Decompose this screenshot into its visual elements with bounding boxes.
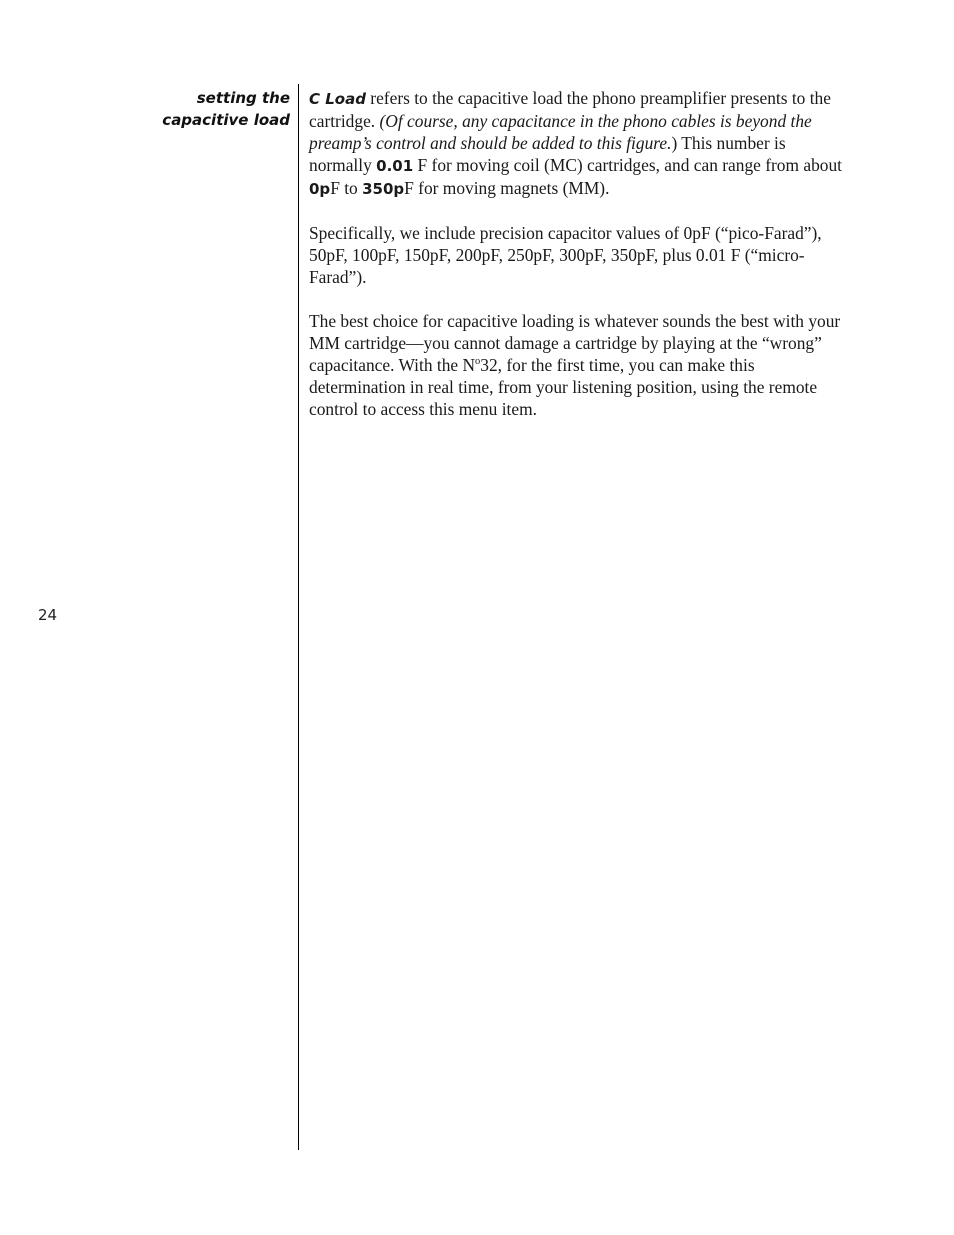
p1-text-d: F to	[330, 178, 363, 198]
section-heading-line-2: capacitive load	[162, 111, 290, 129]
section-heading-line-1: setting the	[196, 89, 290, 107]
term-c-load: C Load	[309, 90, 366, 108]
body-text	[309, 87, 849, 442]
vertical-divider	[298, 84, 299, 1150]
value-min-capacitance: 0p	[309, 180, 331, 198]
page-number: 24	[38, 606, 58, 624]
p3-text-a: The best choice for capacitive loading is whatever sounds the best with your MM cartridge—you cannot damage a cartridge by playing at the “wrong” capacitance. With the N	[309, 311, 841, 375]
p1-text-b: ) This number is normally	[309, 133, 786, 175]
p1-text-c: F for moving coil (MC) cartridges, and can range from about	[413, 155, 843, 175]
p1-text-a: refers to the capacitive load the phono preamplifier presents to the cartridge.	[309, 88, 831, 131]
paragraph-capacitor-values: Specifically, we include precision capacitor values of 0pF (“pico-Farad”), 50pF, 100pF, 150pF, 200pF, 250pF, 300pF, 350pF, plus 0.01 F (“micro-Farad”).	[309, 223, 822, 287]
p3-superscript: o	[475, 356, 481, 368]
p1-text-e: F for moving magnets (MM).	[404, 178, 610, 198]
paragraph-c-load	[309, 87, 849, 200]
value-max-capacitance: 350p	[362, 180, 405, 198]
p1-italic-note: (Of course, any capacitance in the phono cables is beyond the preamp’s control and should be added to this figure.	[309, 111, 812, 153]
p3-text-b: 32, for the first time, you can make this determination in real time, from your listening position, using the remote control to access this menu item.	[309, 355, 818, 419]
value-mc-capacitance: 0.01	[376, 157, 414, 175]
paragraph-best-choice	[309, 310, 849, 420]
section-heading	[90, 87, 290, 131]
